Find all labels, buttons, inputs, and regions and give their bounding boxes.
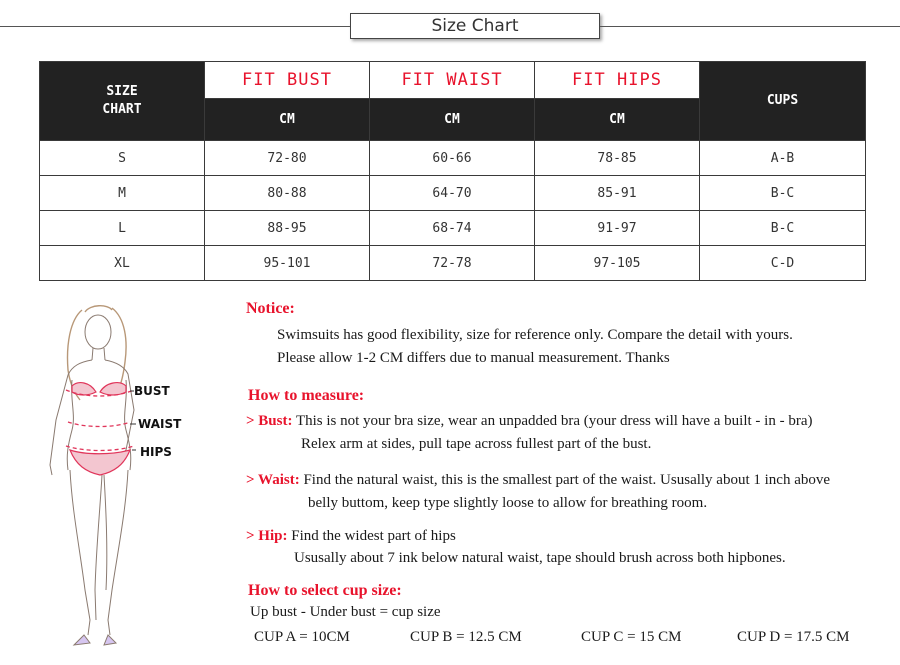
waist-line-2: belly buttom, keep type slightly loose to allow for breathing room. [308,495,708,511]
header-cups: CUPS [700,62,866,141]
cell-cups: C-D [700,246,866,281]
cell-size: XL [40,246,205,281]
hip-instruction [246,528,456,545]
unit-hips: CM [535,99,700,141]
corner-label-line2: CHART [102,102,142,117]
cell-waist: 64-70 [370,176,535,211]
cell-bust: 80-88 [205,176,370,211]
notice-heading: Notice: [246,300,295,317]
hip-label: > Hip: [246,528,288,544]
page-title: Size Chart [350,13,600,39]
cup-c: CUP C = 15 CM [581,629,682,645]
cell-cups: B-C [700,176,866,211]
notice-line-2: Please allow 1-2 CM differs due to manual measurement. Thanks [277,350,670,366]
unit-waist: CM [370,99,535,141]
table-row [40,176,866,211]
body-measurement-figure [30,300,200,655]
cell-hips: 78-85 [535,141,700,176]
waist-instruction [246,472,830,489]
title-divider-left [0,26,350,27]
size-chart-table [39,61,866,281]
cell-bust: 72-80 [205,141,370,176]
cell-waist: 68-74 [370,211,535,246]
cell-hips: 97-105 [535,246,700,281]
header-fit-waist: FIT WAIST [370,62,535,99]
cup-size-heading: How to select cup size: [248,582,402,599]
cup-b: CUP B = 12.5 CM [410,629,522,645]
label-bust: BUST [134,384,170,398]
cell-bust: 95-101 [205,246,370,281]
bust-label: > Bust: [246,413,293,429]
cell-cups: A-B [700,141,866,176]
title-divider-right [600,26,900,27]
model-sketch-illustration [30,300,200,655]
how-to-measure-heading: How to measure: [248,387,365,404]
bust-line-1: This is not your bra size, wear an unpadded bra (your dress will have a built - in - bra) [295,413,813,429]
header-fit-hips: FIT HIPS [535,62,700,99]
cell-size: S [40,141,205,176]
cell-size: M [40,176,205,211]
bust-instruction [246,413,812,430]
cell-cups: B-C [700,211,866,246]
table-row [40,246,866,281]
waist-line-1: Find the natural waist, this is the smallest part of the waist. Ususally about 1 inch above [303,472,831,488]
unit-bust: CM [205,99,370,141]
table-row [40,211,866,246]
cell-hips: 85-91 [535,176,700,211]
cell-size: L [40,211,205,246]
size-chart-corner-label [40,62,205,141]
cell-waist: 72-78 [370,246,535,281]
table-row [40,141,866,176]
hip-line-2: Ususally about 7 ink below natural waist, tape should brush across both hipbones. [294,550,786,566]
cell-hips: 91-97 [535,211,700,246]
label-waist: WAIST [138,417,182,431]
cell-waist: 60-66 [370,141,535,176]
cup-a: CUP A = 10CM [254,629,350,645]
bust-line-2: Relex arm at sides, pull tape across fullest part of the bust. [301,436,652,452]
cell-bust: 88-95 [205,211,370,246]
notice-line-1: Swimsuits has good flexibility, size for reference only. Compare the detail with yours. [277,327,793,343]
hip-line-1: Find the widest part of hips [291,528,456,544]
corner-label-line1: SIZE [106,84,138,99]
cup-d: CUP D = 17.5 CM [737,629,850,645]
cup-size-formula: Up bust - Under bust = cup size [250,604,441,620]
label-hips: HIPS [140,445,172,459]
waist-label: > Waist: [246,472,300,488]
header-fit-bust: FIT BUST [205,62,370,99]
